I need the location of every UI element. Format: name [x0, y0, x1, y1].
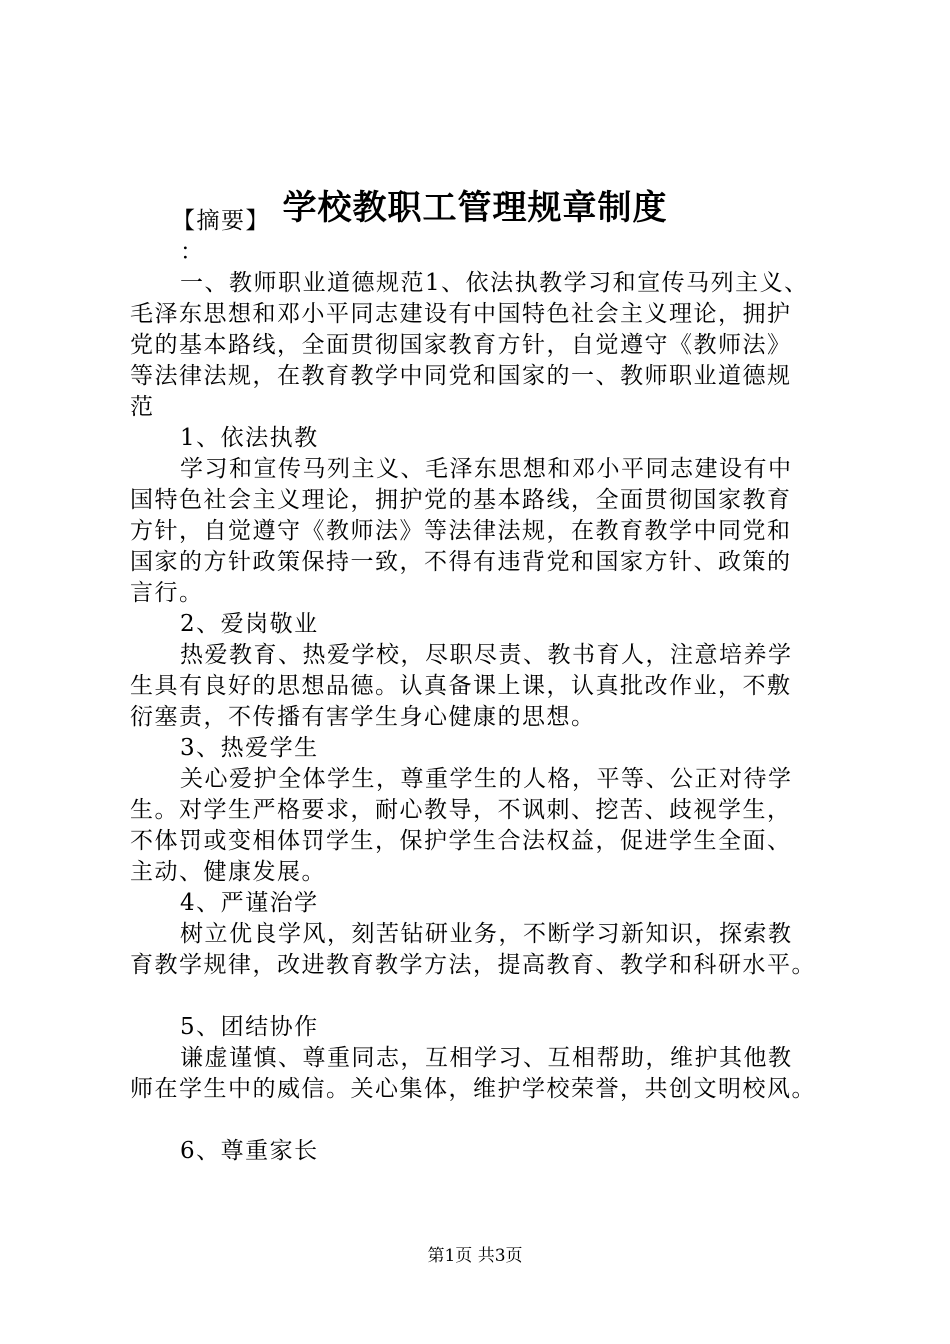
- intro-line: 范: [130, 394, 155, 420]
- abstract-label: 【摘要】: [172, 208, 270, 234]
- section-heading: 3、热爱学生: [180, 735, 319, 761]
- page-number-footer: 第1页 共3页: [427, 1246, 523, 1266]
- section-heading: 2、爱岗敬业: [180, 611, 319, 637]
- section-6: [130, 1136, 840, 1167]
- section-2: [130, 609, 840, 733]
- section-line: 学习和宣传马列主义、毛泽东思想和邓小平同志建设有中: [180, 456, 793, 482]
- section-line: 师在学生中的威信。关心集体，维护学校荣誉，共创文明校风。: [130, 1076, 816, 1102]
- section-line: 热爱教育、热爱学校，尽职尽责、教书育人，注意培养学: [180, 642, 793, 668]
- section-line: 不体罚或变相体罚学生，保护学生合法权益，促进学生全面、: [130, 828, 792, 854]
- intro-line: 一、教师职业道德规范1、依法执教学习和宣传马列主义、: [180, 270, 809, 296]
- section-line: 言行。: [130, 580, 204, 606]
- section-line: 生。对学生严格要求，耐心教导，不讽刺、挖苦、歧视学生，: [130, 797, 792, 823]
- section-5: [130, 1012, 840, 1105]
- section-line: 谦虚谨慎、尊重同志，互相学习、互相帮助，维护其他教: [180, 1045, 793, 1071]
- spacer: [130, 981, 840, 1012]
- section-heading: 4、严谨治学: [180, 890, 319, 916]
- section-1: [130, 423, 840, 609]
- section-line: 国家的方针政策保持一致，不得有违背党和国家方针、政策的: [130, 549, 792, 575]
- section-line: 生具有良好的思想品德。认真备课上课，认真批改作业，不敷: [130, 673, 792, 699]
- section-line: 育教学规律，改进教育教学方法，提高教育、教学和科研水平。: [130, 952, 816, 978]
- intro-line: 党的基本路线，全面贯彻国家教育方针，自觉遵守《教师法》: [130, 332, 792, 358]
- section-line: 方针，自觉遵守《教师法》等法律法规，在教育教学中同党和: [130, 518, 792, 544]
- section-3: [130, 733, 840, 888]
- section-heading: 1、依法执教: [180, 425, 319, 451]
- document-body: [130, 206, 840, 1167]
- section-line: 树立优良学风，刻苦钻研业务，不断学习新知识，探索教: [180, 921, 793, 947]
- section-line: 主动、健康发展。: [130, 859, 326, 885]
- section-4: [130, 888, 840, 981]
- abstract-colon: ：: [180, 239, 205, 265]
- spacer: [130, 1105, 840, 1136]
- section-line: 关心爱护全体学生，尊重学生的人格，平等、公正对待学: [180, 766, 793, 792]
- section-heading: 6、尊重家长: [180, 1138, 319, 1164]
- section-heading: 5、团结协作: [180, 1014, 319, 1040]
- intro-line: 等法律法规，在教育教学中同党和国家的一、教师职业道德规: [130, 363, 792, 389]
- intro-line: 毛泽东思想和邓小平同志建设有中国特色社会主义理论，拥护: [130, 301, 792, 327]
- section-line: 衍塞责，不传播有害学生身心健康的思想。: [130, 704, 596, 730]
- intro-paragraph: [130, 268, 840, 423]
- document-title: 学校教职工管理规章制度: [282, 188, 668, 228]
- section-line: 国特色社会主义理论，拥护党的基本路线，全面贯彻国家教育: [130, 487, 792, 513]
